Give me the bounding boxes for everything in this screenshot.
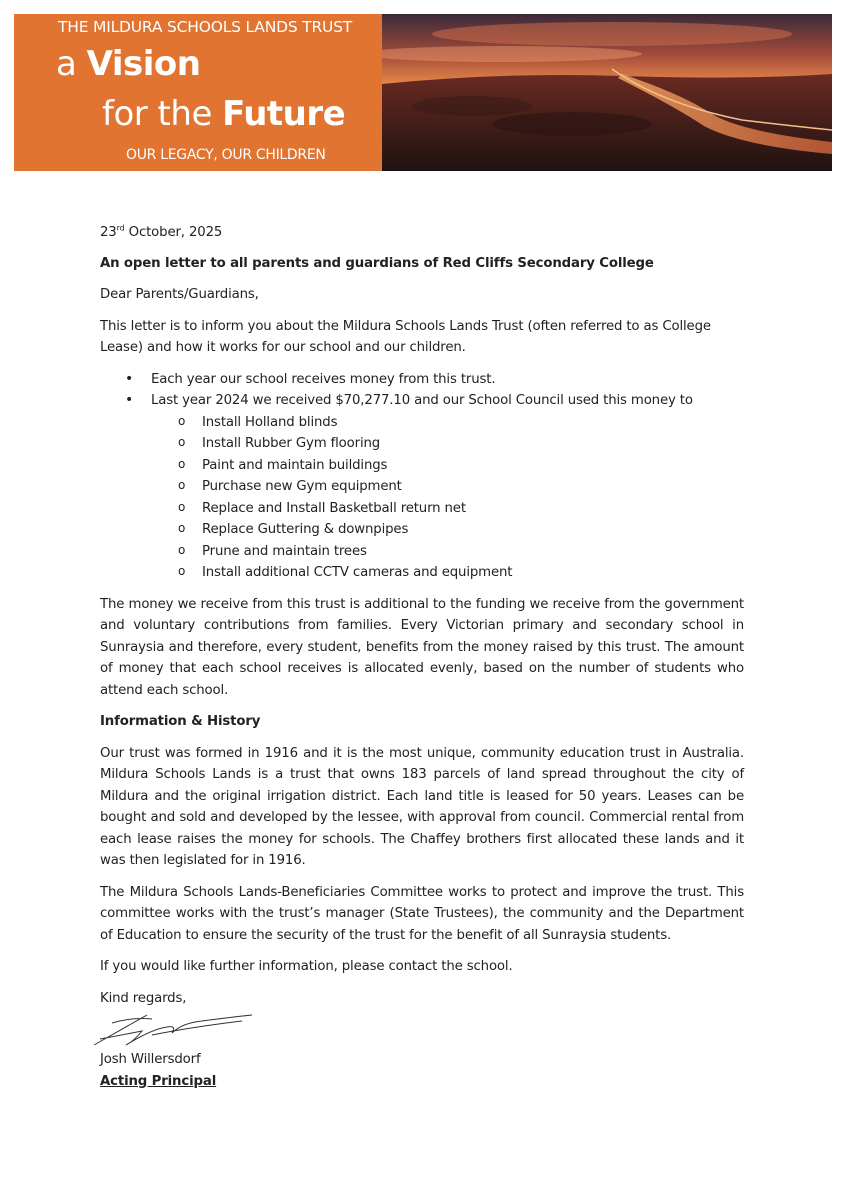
history-paragraph: Our trust was formed in 1916 and it is the most unique, community education trust in Australia. Mildura Schools Lands is a trust that owns 183 parcels of land spread throughout the city of Mildura and the original irrigation district. Each land title is leased for 50 years. Leases can be bought and sold and developed by the lessee, with approval from council. Commercial rental from each lease raises the money for schools. The Chaffey brothers first allocated these lands and it was then legislated for in 1916.: [100, 745, 744, 868]
letter-heading: An open letter to all parents and guardians of Red Cliffs Secondary College: [100, 255, 654, 271]
committee-paragraph: The Mildura Schools Lands-Beneficiaries Committee works to protect and improve the trust. This committee works with the trust’s manager (State Trustees), the community and the Department of Education to ensure the security of the trust for the benefit of all Sunraysia students.: [100, 884, 744, 943]
signature: [92, 1009, 744, 1049]
bullet-list: [100, 369, 744, 584]
salutation: Dear Parents/Guardians,: [100, 287, 259, 302]
trust-name: THE MILDURA SCHOOLS LANDS TRUST: [58, 18, 353, 36]
banner-title-panel: [14, 14, 382, 171]
tagline-vision: Vision: [86, 44, 201, 84]
tagline-for-the: for the: [102, 94, 223, 134]
tagline-future: Future: [222, 94, 346, 134]
tagline-line-1: [56, 44, 200, 84]
list-item: o Replace and Install Basketball return net: [151, 498, 744, 520]
list-item: o Prune and maintain trees: [151, 541, 744, 563]
legacy-subtitle: OUR LEGACY, OUR CHILDREN: [126, 147, 326, 163]
spending-list: [151, 412, 744, 584]
date-day: 23: [100, 225, 117, 240]
signer-title: Acting Principal: [100, 1073, 217, 1089]
tagline-line-2: [102, 94, 345, 134]
list-item: o Replace Guttering & downpipes: [151, 519, 744, 541]
date-rest: October, 2025: [124, 225, 223, 240]
letter-date: [100, 222, 744, 244]
signature-scribble: [92, 1009, 262, 1049]
signer-name: Josh Willersdorf: [100, 1052, 201, 1067]
list-item-text: Last year 2024 we received $70,277.10 and our School Council used this money to: [151, 393, 693, 408]
list-item: o Purchase new Gym equipment: [151, 476, 744, 498]
list-item: o Install Holland blinds: [151, 412, 744, 434]
letter-body: [100, 222, 744, 1092]
contact-paragraph: If you would like further information, please contact the school.: [100, 959, 513, 974]
date-suffix: rd: [116, 223, 125, 233]
header-banner: [14, 14, 832, 171]
list-item: o Install Rubber Gym flooring: [151, 433, 744, 455]
tagline-a: a: [56, 44, 87, 84]
list-item: [100, 390, 744, 584]
list-item: • Each year our school receives money from this trust.: [100, 369, 744, 391]
info-heading: Information & History: [100, 714, 261, 729]
list-item: o Paint and maintain buildings: [151, 455, 744, 477]
closing: Kind regards,: [100, 990, 187, 1006]
sunset-river-photo: [382, 14, 832, 171]
list-item: o Install additional CCTV cameras and equipment: [151, 562, 744, 584]
intro-paragraph: This letter is to inform you about the Mildura Schools Lands Trust (often referred to as College Lease) and how it works for our school and our children.: [100, 318, 711, 355]
banner-photo: [382, 14, 832, 171]
funding-paragraph: The money we receive from this trust is additional to the funding we receive from the government and voluntary contributions from families. Every Victorian primary and secondary school in Sunraysia and therefore, every student, benefits from the money raised by this trust. The amount of money that each school receives is allocated evenly, based on the number of students who attend each school.: [100, 596, 744, 698]
